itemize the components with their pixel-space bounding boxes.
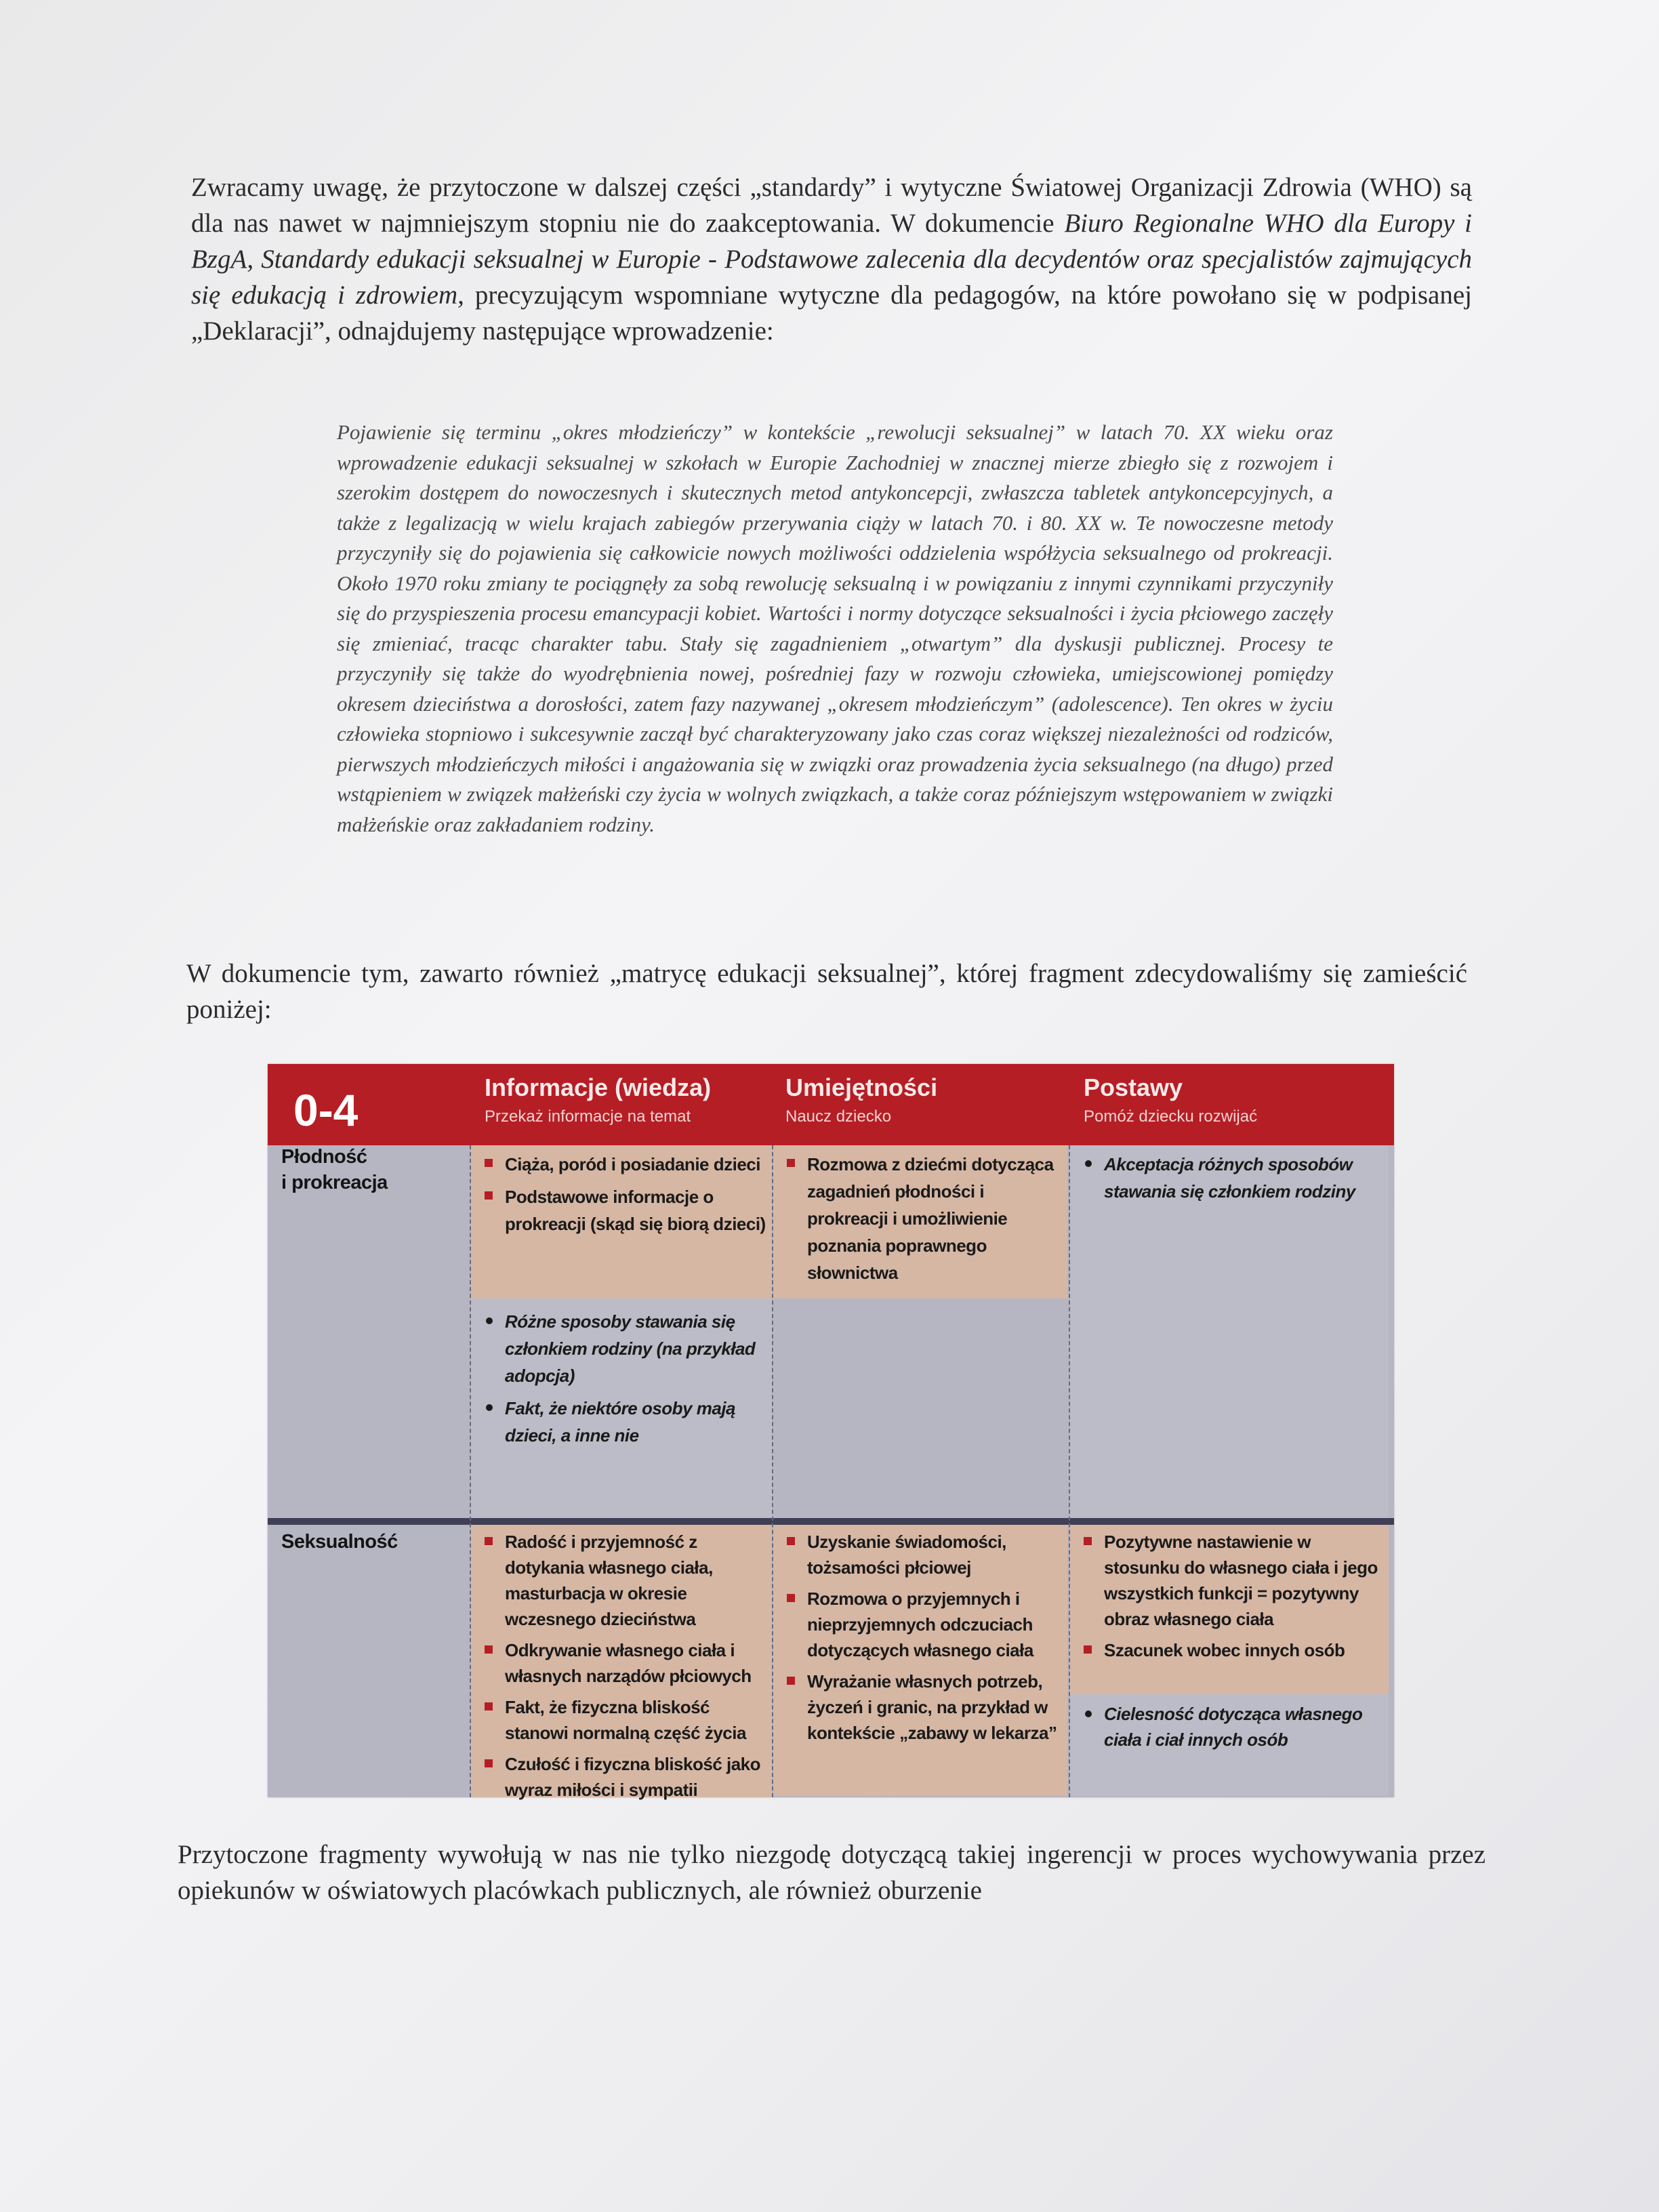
column-divider (470, 1145, 471, 1797)
column-divider (772, 1145, 773, 1797)
row-divider (268, 1518, 1394, 1525)
row-label-fertility (281, 1144, 388, 1195)
intro-paragraph (191, 169, 1472, 349)
intro-text-2: precyzującym wspomniane wytyczne dla pedagogów, na które powołano się w podpisanej „Deklaracji”, odnajdujemy następujące wprowadzenie: (191, 281, 1472, 346)
list-item: Fakt, że fizyczna bliskość stanowi normalną część życia (480, 1694, 772, 1746)
cell-fertility-information (471, 1145, 772, 1298)
list-item: Wyrażanie własnych potrzeb, życzeń i granic, na przykład w kontekście „zabawy w lekarza” (783, 1668, 1067, 1746)
cell-sexuality-skills (773, 1525, 1067, 1796)
intro-text-1: Zwracamy uwagę, że przytoczone w dalszej części „standardy” i wytyczne Światowej Organizacji Zdrowia (WHO) są dla nas nawet w najmniejszym stopniu nie do zaakceptowania. W dokumencie (191, 173, 1472, 238)
row-label-line: i prokreacja (281, 1172, 388, 1193)
column-title: Informacje (wiedza) (485, 1073, 712, 1101)
cell-sexuality-information (471, 1525, 772, 1800)
column-subtitle: Przekaż informacje na temat (485, 1107, 691, 1126)
cell-sexuality-attitudes-extra (1070, 1694, 1389, 1796)
column-header-attitudes (1084, 1073, 1257, 1126)
closing-paragraph: Przytoczone fragmenty wywołują w nas nie tylko niezgodę dotyczącą takiej ingerencji w proces wychowywania przez opiekunów w oświatowych placówkach publicznych, ale również oburzenie (178, 1840, 1486, 1905)
cell-fertility-information-extra (471, 1298, 772, 1518)
list-item: Radość i przyjemność z dotykania własnego ciała, masturbacja w okresie wczesnego dzieciństwa (480, 1529, 772, 1632)
list-item: Ciąża, poród i posiadanie dzieci (480, 1151, 772, 1178)
column-subtitle: Naucz dziecko (785, 1107, 892, 1126)
list-item: Cielesność dotycząca własnego ciała i ciał innych osób (1080, 1701, 1389, 1753)
column-header-information (485, 1073, 711, 1126)
cell-fertility-skills (773, 1145, 1067, 1298)
list-item: Różne sposoby stawania się członkiem rodziny (na przykład adopcja) (480, 1308, 772, 1389)
cell-sexuality-attitudes (1070, 1525, 1389, 1694)
column-title: Umiejętności (785, 1073, 938, 1101)
block-quote: Pojawienie się terminu „okres młodzieńczy” w kontekście „rewolucji seksualnej” w latach 70. XX wieku oraz wprowadzenie edukacji seksualnej w szkołach w Europie Zachodniej w znacznej mierze zbiegło się z rozwojem i szerokim dostępem do nowoczesnych i skutecznych metod antykoncepcji, zwłaszcza tabletek antykoncepcyjnych, a także z legalizacją w wielu krajach zabiegów przerywania ciąży w latach 70. i 80. XX w. Te nowoczesne metody przyczyniły się do pojawienia się całkowicie nowych możliwości oddzielenia współżycia seksualnego od prokreacji. Około 1970 roku zmiany te pociągnęły za sobą rewolucję seksualną i w powiązaniu z innymi czynnikami przyczyniły się do przyspieszenia procesu emancypacji kobiet. Wartości i normy dotyczące seksualności i życia płciowego zaczęły się zmieniać, tracąc charakter tabu. Stały się zagadnieniem „otwartym” dla dyskusji publicznej. Procesy te przyczyniły się także do wyodrębnienia nowej, pośredniej fazy w rozwoju człowieka, umiejscowionej pomiędzy okresem dzieciństwa a dorosłości, zatem fazy nazywanej „okresem młodzieńczym” (adolescence). Ten okres w życiu człowieka stopniowo i sukcesywnie zaczął być charakteryzowany jako czas coraz większej niezależności od rodziców, pierwszych młodzieńczych miłości i angażowania się w związki oraz prowadzenia życia seksualnego (na długo) przed wstąpieniem w związek małżeński czy życia w wolnych związkach, a także coraz późniejszym wstępowaniem w związki małżeńskie oraz zakładaniem rodziny. (337, 420, 1333, 836)
list-item: Pozytywne nastawienie w stosunku do własnego ciała i jego wszystkich funkcji = pozytywny obraz własnego ciała (1080, 1529, 1389, 1632)
list-item: Akceptacja różnych sposobów stawania się członkiem rodziny (1080, 1151, 1389, 1205)
matrix-header (268, 1064, 1394, 1145)
column-divider (1069, 1145, 1070, 1797)
list-item: Czułość i fizyczna bliskość jako wyraz miłości i sympatii (480, 1751, 772, 1803)
list-item: Szacunek wobec innych osób (1080, 1637, 1389, 1663)
list-item: Rozmowa z dziećmi dotycząca zagadnień płodności i prokreacji i umożliwienie poznania poprawnego słownictwa (783, 1151, 1067, 1286)
age-group-label: 0-4 (293, 1085, 359, 1135)
list-item: Podstawowe informacje o prokreacji (skąd się biorą dzieci) (480, 1183, 772, 1237)
row-label-sexuality (281, 1450, 398, 1555)
column-header-skills (785, 1073, 937, 1126)
list-item: Odkrywanie własnego ciała i własnych narządów płciowych (480, 1637, 772, 1689)
cell-fertility-attitudes (1070, 1145, 1389, 1518)
matrix-intro-paragraph: W dokumencie tym, zawarto również „matrycę edukacji seksualnej”, której fragment zdecydowaliśmy się zamieścić poniżej: (186, 959, 1467, 1024)
document-title-italic: Biuro Regionalne WHO dla Europy i BzgA, Standardy edukacji seksualnej w Europie - Podstawowe zalecenia dla decydentów oraz specjalistów zajmujących się edukacją i zdrowiem, (191, 209, 1472, 310)
column-subtitle: Pomóż dziecku rozwijać (1084, 1107, 1258, 1126)
column-title: Postawy (1084, 1073, 1183, 1101)
sex-education-matrix (268, 1064, 1394, 1800)
list-item: Uzyskanie świadomości, tożsamości płciowej (783, 1529, 1067, 1580)
row-label-line: Seksualność (281, 1531, 398, 1553)
list-item: Fakt, że niektóre osoby mają dzieci, a inne nie (480, 1395, 772, 1449)
row-label-line: Płodność (281, 1146, 367, 1168)
list-item: Rozmowa o przyjemnych i nieprzyjemnych odczuciach dotyczących własnego ciała (783, 1586, 1067, 1663)
